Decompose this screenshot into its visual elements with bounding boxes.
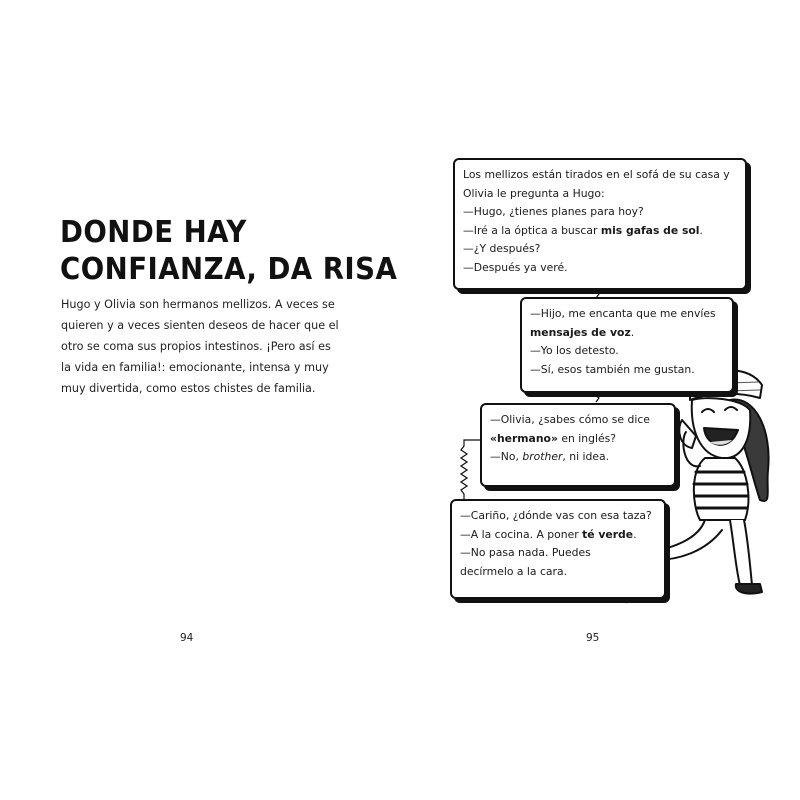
joke-line: —Hugo, ¿tienes planes para hoy? xyxy=(463,205,644,219)
joke-bubble xyxy=(450,499,666,599)
text-run: . xyxy=(633,527,637,541)
intro-line: Hugo y Olivia son hermanos mellizos. A veces se xyxy=(61,298,335,311)
intro-paragraph xyxy=(61,294,339,399)
joke-bubble xyxy=(480,403,676,487)
joke-line: —No pasa nada. Puedes xyxy=(460,546,591,560)
chapter-title-line: DONDE HAY xyxy=(60,215,247,250)
bold-text: mis gafas de sol xyxy=(600,223,700,237)
joke-line: —Hijo, me encanta que me envíes xyxy=(530,307,716,320)
joke-line: —Yo los detesto. xyxy=(530,344,619,358)
intro-line: otro se coma sus propios intestinos. ¡Pero así es xyxy=(61,340,331,353)
chapter-title-line: CONFIANZA, DA RISA xyxy=(60,252,398,287)
right-page xyxy=(400,0,800,800)
text-run: . xyxy=(699,223,703,237)
chapter-title xyxy=(60,214,398,288)
intro-line: quieren y a veces sienten deseos de hacer que el xyxy=(61,319,339,332)
text-run: . xyxy=(630,325,635,339)
joke-bubble xyxy=(520,297,734,393)
joke-line: —Cariño, ¿dónde vas con esa taza? xyxy=(460,509,652,522)
text-run: —Iré a la óptica a buscar xyxy=(463,223,601,237)
text-run: —A la cocina. A poner xyxy=(460,527,583,541)
decorations xyxy=(400,0,800,800)
joke-line xyxy=(460,526,656,545)
bold-text: mensajes de voz xyxy=(530,325,631,339)
joke-bubble xyxy=(453,158,747,290)
italic-text: brother xyxy=(522,450,563,464)
joke-line: decírmelo a la cara. xyxy=(460,564,568,578)
joke-line xyxy=(530,324,724,343)
page-number: 94 xyxy=(180,632,194,644)
joke-line: —Olivia, ¿sabes cómo se dice xyxy=(490,413,650,426)
zigzag-connector xyxy=(461,440,482,500)
joke-line: —Sí, esos también me gustan. xyxy=(530,362,695,376)
bold-text: té verde xyxy=(582,527,634,541)
joke-line: —¿Y después? xyxy=(463,242,541,256)
joke-line xyxy=(490,430,666,449)
text-run: —No, xyxy=(490,450,523,464)
text-run: en inglés? xyxy=(557,431,616,445)
intro-line: la vida en familia!: emocionante, intensa y muy xyxy=(61,361,329,374)
joke-line xyxy=(463,222,737,241)
page-number: 95 xyxy=(586,632,600,644)
intro-line: muy divertida, como estos chistes de familia. xyxy=(61,382,316,395)
joke-line: Olivia le pregunta a Hugo: xyxy=(463,186,605,200)
joke-line: —Después ya veré. xyxy=(463,260,568,274)
joke-line: Los mellizos están tirados en el sofá de su casa y xyxy=(463,168,730,181)
bold-text: «hermano» xyxy=(490,431,558,445)
text-run: , ni idea. xyxy=(562,450,610,464)
joke-line xyxy=(490,448,666,467)
